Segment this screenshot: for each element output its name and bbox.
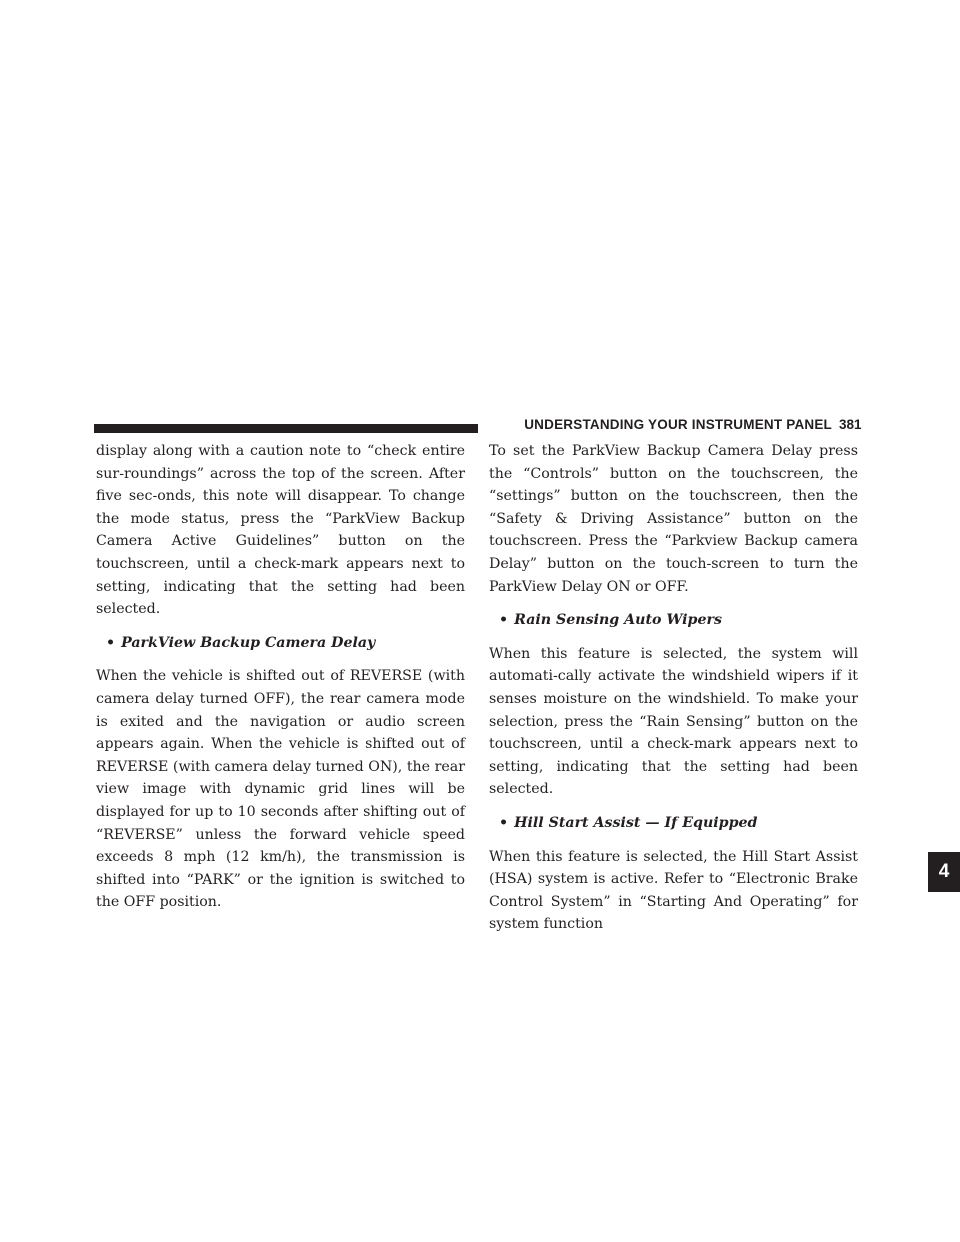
bullet-heading <box>489 609 858 632</box>
paragraph: When the vehicle is shifted out of REVERSE (with camera delay turned OFF), the rear camera mode is exited and the navigation or audio screen appears again. When the vehicle is shifted out of REVERSE (with camera delay turned ON), the rear view image with dynamic grid lines will be displayed for up to 10 seconds after shifting out of “REVERSE” unless the forward vehicle speed exceeds 8 mph (12 km/h), the transmission is shifted into “PARK” or the ignition is switched to the OFF position. <box>96 668 465 911</box>
paragraph: When this feature is selected, the Hill Start Assist (HSA) system is active. Refer to “Electronic Brake Control System” in “Starting And Operating” for system function <box>489 848 858 933</box>
bullet-heading-text: ParkView Backup Camera Delay <box>121 634 376 651</box>
left-column <box>96 440 465 925</box>
right-column <box>489 440 858 947</box>
paragraph: display along with a caution note to “check entire sur-roundings” across the top of the screen. After five sec-onds, this note will disappear. To change the mode status, press the “ParkView Backup Camera Active Guidelines” button on the touchscreen, until a check-mark appears next to setting, indicating that the setting had been selected. <box>96 443 465 618</box>
paragraph: When this feature is selected, the system will automati-cally activate the windshield wipers if it senses moisture on the windshield. To make your selection, press the “Rain Sensing” button on the touchscreen, until a check-mark appears next to setting, indicating that the setting had been selected. <box>489 645 858 798</box>
bullet-heading <box>96 632 465 655</box>
bullet-icon: • <box>106 634 116 651</box>
paragraph: To set the ParkView Backup Camera Delay press the “Controls” button on the touchscreen, the “settings” button on the touchscreen, then the “Safety & Driving Assistance” button on the touchscreen. Press the “Parkview Backup camera Delay” button on the touch-screen to turn the ParkView Delay ON or OFF. <box>489 443 858 595</box>
chapter-tab: 4 <box>928 852 960 892</box>
bullet-heading-text: Hill Start Assist — If Equipped <box>514 814 758 831</box>
bullet-heading <box>489 812 858 835</box>
bullet-icon: • <box>499 612 509 629</box>
page-number: 381 <box>839 417 862 432</box>
header-rule <box>94 424 478 433</box>
section-header-title: UNDERSTANDING YOUR INSTRUMENT PANEL <box>524 417 832 432</box>
bullet-heading-text: Rain Sensing Auto Wipers <box>514 612 722 629</box>
bullet-icon: • <box>499 814 509 831</box>
